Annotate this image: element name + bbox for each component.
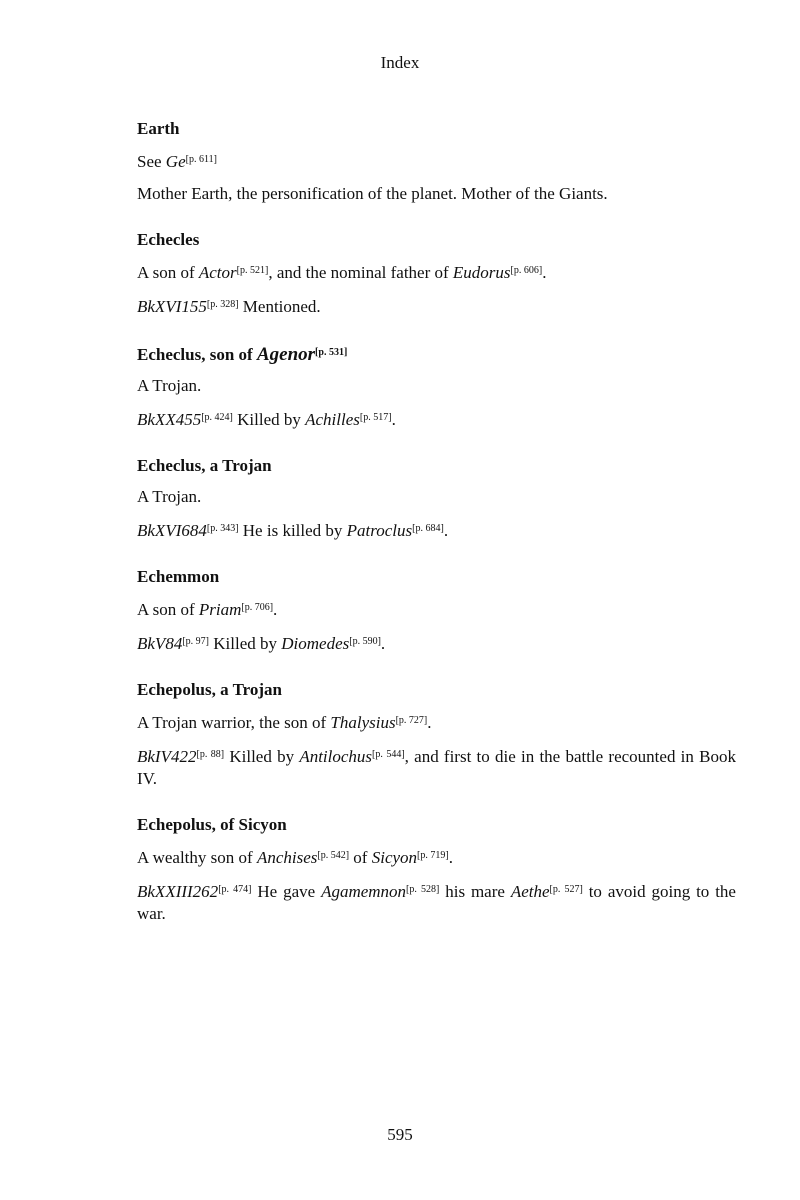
cross-reference-link[interactable]: BkXVI684 bbox=[137, 521, 207, 540]
page-number: 595 bbox=[387, 1125, 413, 1144]
entry-heading bbox=[137, 566, 736, 588]
entry-heading-text: Echepolus, of Sicyon bbox=[137, 815, 287, 834]
cross-reference-link[interactable]: Eudorus bbox=[452, 263, 511, 282]
text-segment: to avoid going to the war. bbox=[137, 882, 736, 923]
page-ref: [p. 719] bbox=[417, 850, 449, 861]
entry-paragraph bbox=[137, 744, 736, 790]
page-ref: [p. 590] bbox=[349, 636, 381, 647]
cross-reference-link[interactable]: BkXVI155 bbox=[137, 297, 207, 316]
text-segment: Killed by bbox=[209, 634, 282, 653]
text-segment: A Trojan. bbox=[137, 376, 202, 395]
entry-heading-text: Echecles bbox=[137, 230, 200, 249]
page-ref: [p. 611] bbox=[185, 154, 217, 165]
cross-reference-link[interactable]: BkXX455 bbox=[137, 410, 202, 429]
text-segment: Mother Earth, the personification of the planet. Mother of the Giants. bbox=[137, 184, 608, 203]
entry-heading bbox=[137, 118, 736, 140]
entry-heading bbox=[137, 342, 736, 366]
cross-reference-link[interactable]: BkXXIII262 bbox=[137, 882, 219, 901]
entry-heading bbox=[137, 455, 736, 477]
index-entry bbox=[137, 566, 736, 655]
page-ref: [p. 544] bbox=[372, 749, 405, 760]
text-segment: . bbox=[448, 848, 453, 867]
text-segment: . bbox=[380, 634, 386, 653]
index-entry bbox=[137, 118, 736, 205]
page-ref: [p. 542] bbox=[317, 850, 350, 861]
entry-heading bbox=[137, 679, 736, 701]
text-segment: A Trojan. bbox=[137, 487, 202, 506]
page-ref: [p. 343] bbox=[206, 523, 239, 534]
entry-paragraph bbox=[137, 407, 736, 431]
entry-paragraph bbox=[137, 486, 736, 508]
entry-heading-text: Echeclus, son of bbox=[137, 345, 257, 364]
page-ref: [p. 88] bbox=[196, 749, 225, 760]
index-entry bbox=[137, 229, 736, 318]
page-ref: [p. 606] bbox=[510, 265, 543, 276]
entry-paragraph bbox=[137, 260, 736, 284]
cross-reference-link[interactable]: Diomedes bbox=[281, 634, 350, 653]
text-segment: He gave bbox=[251, 882, 322, 901]
cross-reference-link[interactable]: Priam bbox=[198, 600, 242, 619]
entry-paragraph bbox=[137, 879, 736, 925]
text-segment: Killed by bbox=[232, 410, 306, 429]
page-ref: [p. 727] bbox=[395, 715, 428, 726]
page-ref: [p. 328] bbox=[206, 299, 239, 310]
running-header: Index bbox=[380, 53, 420, 72]
cross-reference-link[interactable]: Antilochus bbox=[299, 747, 373, 766]
cross-reference-link[interactable]: BkV84 bbox=[137, 634, 183, 653]
page-ref: [p. 97] bbox=[182, 636, 209, 647]
cross-reference-link[interactable]: Thalysius bbox=[330, 713, 396, 732]
page-ref: [p. 474] bbox=[218, 884, 252, 895]
entry-paragraph bbox=[137, 375, 736, 397]
entry-heading-text: Echeclus, a Trojan bbox=[137, 456, 272, 475]
text-segment: A Trojan warrior, the son of bbox=[137, 713, 331, 732]
cross-reference-link[interactable]: Patroclus bbox=[346, 521, 413, 540]
cross-reference-link[interactable]: BkIV422 bbox=[137, 747, 197, 766]
page-ref: [p. 531] bbox=[315, 347, 348, 358]
text-segment: He is killed by bbox=[238, 521, 347, 540]
page-ref: [p. 424] bbox=[201, 412, 233, 423]
text-segment: . bbox=[542, 263, 547, 282]
text-segment: . bbox=[427, 713, 432, 732]
cross-reference-link[interactable]: Actor bbox=[198, 263, 237, 282]
page-ref: [p. 521] bbox=[236, 265, 269, 276]
entry-paragraph bbox=[137, 149, 736, 173]
text-segment: his mare bbox=[439, 882, 511, 901]
index-entries bbox=[137, 118, 736, 949]
text-segment: See bbox=[137, 152, 166, 171]
cross-reference-link[interactable]: Ge bbox=[165, 152, 186, 171]
text-segment: of bbox=[349, 848, 372, 867]
page-ref: [p. 517] bbox=[359, 412, 392, 423]
entry-heading-text: Earth bbox=[137, 119, 180, 138]
entry-heading-text: Echemmon bbox=[137, 567, 220, 586]
cross-reference-link[interactable]: Agamemnon bbox=[321, 882, 407, 901]
index-entry bbox=[137, 814, 736, 925]
entry-paragraph bbox=[137, 518, 736, 542]
index-entry bbox=[137, 679, 736, 790]
page-ref: [p. 706] bbox=[241, 602, 274, 613]
entry-paragraph bbox=[137, 845, 736, 869]
entry-paragraph bbox=[137, 294, 736, 318]
entry-heading-text: Echepolus, a Trojan bbox=[137, 680, 283, 699]
entry-heading-link[interactable]: Agenor bbox=[256, 344, 316, 365]
page-ref: [p. 527] bbox=[549, 884, 583, 895]
page-ref: [p. 528] bbox=[406, 884, 440, 895]
entry-heading bbox=[137, 229, 736, 251]
entry-paragraph bbox=[137, 597, 736, 621]
text-segment: Mentioned. bbox=[238, 297, 321, 316]
cross-reference-link[interactable]: Anchises bbox=[256, 848, 318, 867]
text-segment: A son of bbox=[137, 263, 199, 282]
text-segment: A son of bbox=[137, 600, 199, 619]
text-segment: , and the nominal father of bbox=[268, 263, 453, 282]
cross-reference-link[interactable]: Achilles bbox=[305, 410, 360, 429]
page-ref: [p. 684] bbox=[412, 523, 444, 534]
text-segment: , and first to die in the battle recounted in Book IV. bbox=[137, 747, 736, 788]
index-entry bbox=[137, 455, 736, 542]
entry-paragraph bbox=[137, 710, 736, 734]
entry-paragraph bbox=[137, 183, 736, 205]
text-segment: Killed by bbox=[224, 747, 300, 766]
cross-reference-link[interactable]: Sicyon bbox=[371, 848, 418, 867]
cross-reference-link[interactable]: Aethe bbox=[510, 882, 550, 901]
text-segment: . bbox=[391, 410, 396, 429]
text-segment: . bbox=[443, 521, 449, 540]
entry-paragraph bbox=[137, 631, 736, 655]
entry-heading bbox=[137, 814, 736, 836]
text-segment: A wealthy son of bbox=[137, 848, 257, 867]
index-entry bbox=[137, 342, 736, 431]
text-segment: . bbox=[273, 600, 278, 619]
